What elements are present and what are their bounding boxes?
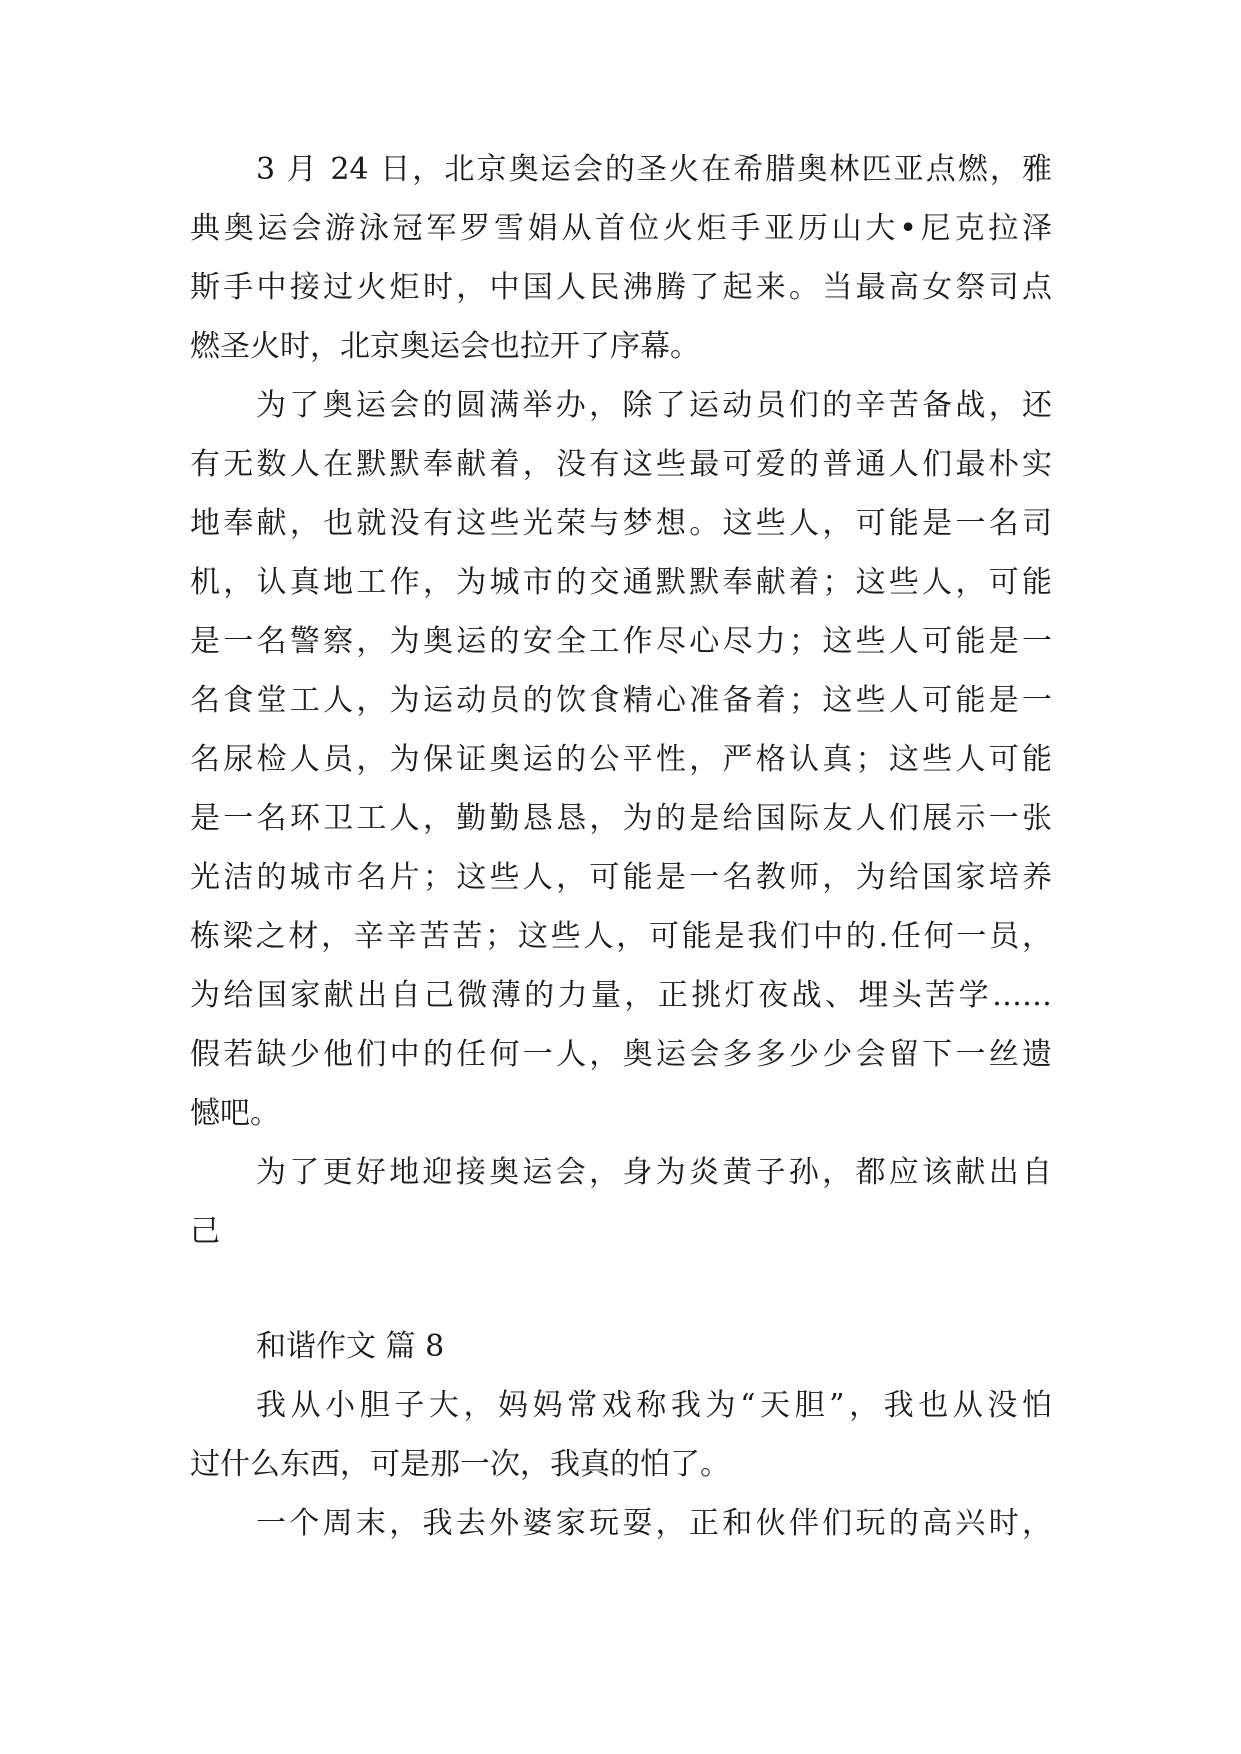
- paragraph-3-line-2: 己: [190, 1214, 220, 1249]
- paragraph-2-line-5: 是一名警察，为奥运的安全工作尽心尽力；这些人可能是一: [190, 624, 1052, 659]
- paragraph-2-line-11: 为给国家献出自己微薄的力量，正挑灯夜战、埋头苦学……: [190, 978, 1052, 1013]
- paragraph-2-line-8: 是一名环卫工人，勤勤恳恳，为的是给国际友人们展示一张: [190, 801, 1052, 836]
- paragraph-2-line-4: 机，认真地工作，为城市的交通默默奉献着；这些人，可能: [190, 565, 1052, 600]
- paragraph-1-line-1: 3 月 24 日，北京奥运会的圣火在希腊奥林匹亚点燃，雅: [256, 152, 1052, 187]
- paragraph-4-line-1: 我从小胆子大，妈妈常戏称我为“天胆”，我也从没怕: [256, 1388, 1052, 1423]
- paragraph-1-line-3: 斯手中接过火炬时，中国人民沸腾了起来。当最高女祭司点: [190, 270, 1052, 305]
- paragraph-5-line-1: 一个周末，我去外婆家玩耍，正和伙伴们玩的高兴时，: [256, 1506, 1052, 1541]
- paragraph-1-line-2: 典奥运会游泳冠军罗雪娟从首位火炬手亚历山大•尼克拉泽: [190, 211, 1052, 246]
- paragraph-2-line-2: 有无数人在默默奉献着，没有这些最可爱的普通人们最朴实: [190, 447, 1052, 482]
- paragraph-2-line-1: 为了奥运会的圆满举办，除了运动员们的辛苦备战，还: [256, 388, 1052, 423]
- section-heading: 和谐作文 篇 8: [256, 1329, 445, 1364]
- paragraph-2-line-3: 地奉献，也就没有这些光荣与梦想。这些人，可能是一名司: [190, 506, 1052, 541]
- paragraph-2-line-6: 名食堂工人，为运动员的饮食精心准备着；这些人可能是一: [190, 683, 1052, 718]
- paragraph-2-line-7: 名尿检人员，为保证奥运的公平性，严格认真；这些人可能: [190, 742, 1052, 777]
- paragraph-2-line-12: 假若缺少他们中的任何一人，奥运会多多少少会留下一丝遗: [190, 1037, 1052, 1072]
- paragraph-1-line-4: 燃圣火时，北京奥运会也拉开了序幕。: [190, 329, 700, 364]
- paragraph-2-line-9: 光洁的城市名片；这些人，可能是一名教师，为给国家培养: [190, 860, 1052, 895]
- paragraph-4-line-2: 过什么东西，可是那一次，我真的怕了。: [190, 1447, 730, 1482]
- paragraph-2-line-13: 憾吧。: [190, 1096, 280, 1131]
- paragraph-2-line-10: 栋梁之材，辛辛苦苦；这些人，可能是我们中的.任何一员，: [190, 919, 1052, 954]
- paragraph-3-line-1: 为了更好地迎接奥运会，身为炎黄子孙，都应该献出自: [256, 1155, 1052, 1190]
